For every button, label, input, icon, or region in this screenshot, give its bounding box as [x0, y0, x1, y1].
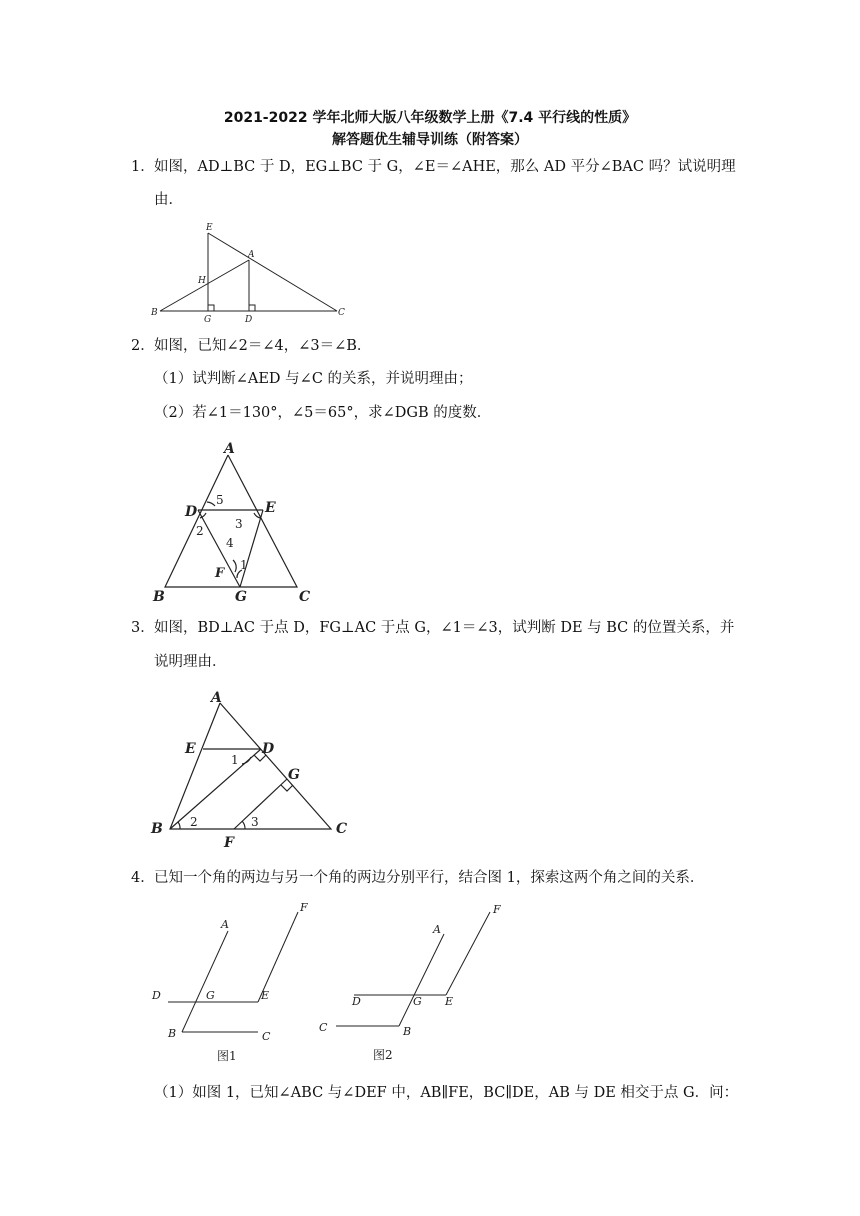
fig3-label-e: E	[185, 741, 196, 757]
figure-1-caption: 图1	[217, 1049, 237, 1063]
fig4b-label-f: F	[493, 903, 501, 916]
document-subtitle: 解答题优生辅导训练（附答案）	[332, 132, 528, 148]
fig4a-label-b: B	[168, 1027, 177, 1040]
question-2-text: 如图，已知∠2＝∠4，∠3＝∠B．	[154, 338, 372, 354]
fig2-angle-1: 1	[240, 558, 248, 572]
fig3-label-f: F	[224, 835, 234, 850]
fig1-label-d: D	[245, 315, 253, 325]
fig4a-label-e: E	[261, 989, 270, 1002]
fig4b-label-b: B	[403, 1025, 412, 1038]
fig3-label-c: C	[336, 821, 348, 837]
fig4a-label-d: D	[152, 989, 161, 1002]
fig4a-label-g: G	[206, 989, 215, 1002]
question-4-number: 4．	[131, 870, 155, 886]
fig4b-label-e: E	[445, 995, 454, 1008]
fig2-label-c: C	[299, 589, 311, 605]
figure-2-caption: 图2	[373, 1048, 393, 1062]
fig4b-label-d: D	[352, 995, 361, 1008]
fig2-label-f: F	[215, 566, 225, 581]
question-3-text: 如图，BD⊥AC 于点 D，FG⊥AC 于点 G，∠1＝∠3，试判断 DE 与 BC 的位置关系，并	[154, 620, 735, 636]
fig2-angle-2: 2	[196, 524, 204, 538]
fig4b-label-a: A	[433, 923, 441, 936]
fig2-angle-4: 4	[226, 536, 234, 550]
question-4-text: 已知一个角的两边与另一个角的两边分别平行，结合图 1，探索这两个角之间的关系．	[154, 870, 705, 886]
question-1-text-cont: 由．	[154, 192, 183, 208]
question-2-sub2: （2）若∠1＝130°，∠5＝65°，求∠DGB 的度数．	[154, 405, 492, 421]
fig2-label-b: B	[153, 589, 165, 605]
question-1-number: 1．	[131, 159, 155, 175]
fig1-label-c: C	[338, 308, 345, 318]
fig3-label-g: G	[288, 767, 300, 783]
fig3-angle-2: 2	[190, 815, 198, 829]
fig3-label-d: D	[262, 741, 275, 757]
fig4b-label-g: G	[413, 995, 422, 1008]
fig4b-label-c: C	[319, 1021, 328, 1034]
document-title: 2021-2022 学年北师大版八年级数学上册《7.4 平行线的性质》	[223, 110, 637, 126]
question-4-figure-1	[140, 895, 315, 1070]
fig1-label-g: G	[204, 315, 212, 325]
question-2-number: 2．	[131, 338, 155, 354]
fig3-label-a: A	[211, 690, 222, 706]
fig2-label-g: G	[235, 589, 247, 605]
fig2-label-a: A	[224, 441, 235, 457]
fig1-label-e: E	[206, 223, 213, 233]
question-2-figure	[145, 438, 330, 608]
question-3-number: 3．	[131, 620, 155, 636]
question-4-sub1: （1）如图 1，已知∠ABC 与∠DEF 中，AB∥FE，BC∥DE，AB 与 DE 相交于点 G．问：	[154, 1085, 739, 1101]
fig3-angle-1: 1	[231, 753, 239, 767]
fig3-label-b: B	[151, 821, 163, 837]
fig4a-label-a: A	[221, 918, 229, 931]
fig4a-label-c: C	[262, 1030, 271, 1043]
fig2-label-d: D	[185, 504, 198, 520]
question-3-text-cont: 说明理由．	[154, 654, 227, 670]
question-2-sub1: （1）试判断∠AED 与∠C 的关系，并说明理由；	[154, 371, 473, 387]
fig2-angle-3: 3	[235, 517, 243, 531]
question-1-figure	[140, 215, 360, 325]
fig3-angle-3: 3	[251, 815, 259, 829]
fig1-label-b: B	[151, 308, 158, 318]
fig1-label-h: H	[198, 276, 206, 286]
fig1-label-a: A	[248, 250, 255, 260]
question-3-figure	[145, 685, 360, 850]
fig2-label-e: E	[265, 500, 276, 516]
question-4-figure-2	[310, 895, 525, 1070]
fig2-angle-5: 5	[216, 493, 224, 507]
fig4a-label-f: F	[300, 901, 308, 914]
question-1-text: 如图，AD⊥BC 于 D，EG⊥BC 于 G，∠E＝∠AHE，那么 AD 平分∠BAC 吗？试说明理	[154, 159, 736, 175]
